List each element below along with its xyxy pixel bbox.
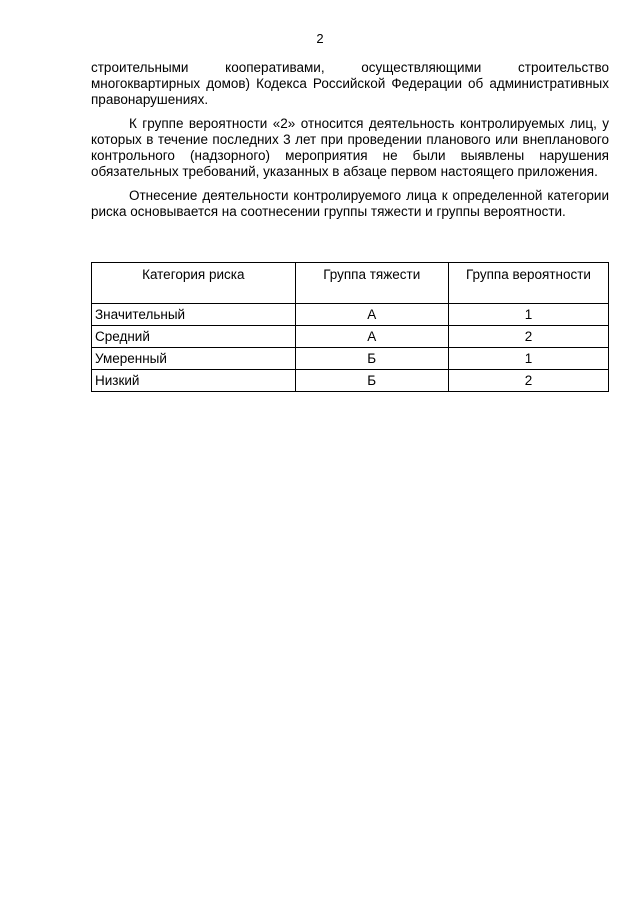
cell-risk-category: Значительный	[92, 304, 296, 326]
document-body	[91, 60, 609, 228]
page-number: 2	[316, 31, 324, 46]
cell-risk-category: Средний	[92, 326, 296, 348]
paragraph-continuation: строительными кооперативами, осуществляющими строительство многоквартирных домов) Кодекса Российской Федерации об административных правонарушениях.	[91, 60, 609, 107]
cell-probability-group: 2	[448, 370, 608, 392]
risk-category-table	[91, 262, 609, 392]
cell-probability-group: 1	[448, 304, 608, 326]
header-severity-group: Группа тяжести	[295, 263, 448, 304]
table-row	[92, 348, 609, 370]
cell-severity-group: Б	[295, 370, 448, 392]
cell-probability-group: 2	[448, 326, 608, 348]
table-row	[92, 370, 609, 392]
cell-severity-group: А	[295, 304, 448, 326]
table-row	[92, 304, 609, 326]
table-row	[92, 326, 609, 348]
header-risk-category: Категория риска	[92, 263, 296, 304]
cell-severity-group: Б	[295, 348, 448, 370]
cell-severity-group: А	[295, 326, 448, 348]
cell-probability-group: 1	[448, 348, 608, 370]
paragraph-probability-group-2: К группе вероятности «2» относится деятельность контролируемых лиц, у которых в течение последних 3 лет при проведении планового или внепланового контрольного (надзорного) мероприятия не были выявлены нарушения обязательных требований, указанных в абзаце первом настоящего приложения.	[91, 116, 609, 179]
header-probability-group: Группа вероятности	[448, 263, 608, 304]
table-header-row	[92, 263, 609, 304]
cell-risk-category: Низкий	[92, 370, 296, 392]
cell-risk-category: Умеренный	[92, 348, 296, 370]
paragraph-risk-assignment: Отнесение деятельности контролируемого лица к определенной категории риска основывается на соотнесении группы тяжести и группы вероятности.	[91, 188, 609, 219]
